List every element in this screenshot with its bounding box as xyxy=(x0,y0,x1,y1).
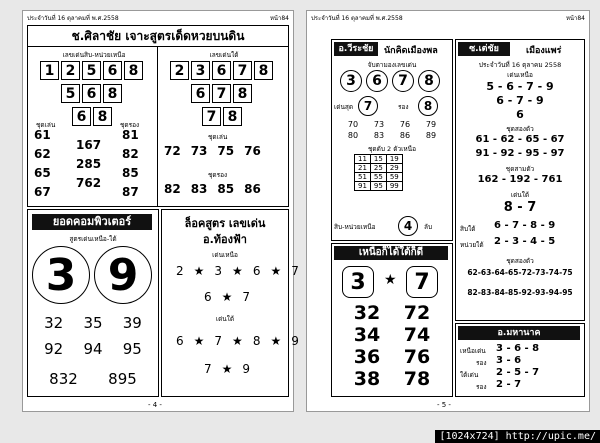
list-item: 62 xyxy=(34,147,51,161)
star-icon: ★ xyxy=(270,334,282,348)
grid-number: 80 xyxy=(347,131,359,140)
computer-subtitle: สูตรเด่นเหนือ-ใต้ xyxy=(69,235,117,243)
mahanak-label: รอง xyxy=(476,359,487,367)
mahanak-value: 3 - 6 xyxy=(496,355,522,366)
digit: 8 xyxy=(252,334,261,348)
south-pair xyxy=(204,362,250,376)
shila-list-a xyxy=(34,126,51,202)
shila-list-b xyxy=(76,136,101,193)
digit-cell: 6 xyxy=(103,61,122,80)
computer-title: ยอดคอมพิวเตอร์ xyxy=(32,214,152,230)
weerachai-circles xyxy=(340,70,440,92)
digit: 6 xyxy=(204,290,212,304)
table-cell: 25 xyxy=(370,164,386,173)
weerachai-subtitle: จับตามองเลขเด่น xyxy=(367,61,417,69)
grid-number: 34 xyxy=(353,324,381,346)
shila-right-cap-b: ชุดรอง xyxy=(208,171,228,179)
digit: 9 xyxy=(291,334,299,348)
weerachai-sib-digit: 4 xyxy=(398,216,418,236)
grid-number: 89 xyxy=(425,131,437,140)
weerachai-section xyxy=(331,39,453,241)
weerachai-grid xyxy=(340,120,444,140)
digit-circle: 8 xyxy=(418,70,440,92)
grid-number: 73 xyxy=(373,120,385,129)
shila-right-row-b xyxy=(164,182,261,196)
table-cell: 21 xyxy=(355,164,371,173)
digit-cell: 8 xyxy=(233,84,252,103)
north-row xyxy=(176,264,299,278)
grid-number: 92 xyxy=(44,340,64,358)
weerachai-title: อ.วีระชัย xyxy=(334,42,378,56)
list-item: 72 xyxy=(164,144,181,158)
grid-number: 95 xyxy=(122,340,142,358)
weerachai-sib-label: สิบ-หน่วยเหนือ xyxy=(334,223,376,231)
digit-cell: 6 xyxy=(212,61,231,80)
digit-circle: 7 xyxy=(392,70,414,92)
list-item: 81 xyxy=(122,128,139,142)
digit-cell: 8 xyxy=(124,61,143,80)
techai-row2: 6 - 7 - 9 xyxy=(496,94,544,107)
star-icon: ★ xyxy=(221,362,233,376)
techai-south-label: เด่นใต้ xyxy=(510,191,530,199)
digit-cell: 5 xyxy=(61,84,80,103)
shila-list-c xyxy=(122,126,139,202)
north-south-numbers xyxy=(342,302,442,390)
digit: 6 xyxy=(252,264,261,278)
techai-nuai-label: หน่วยใต้ xyxy=(460,241,484,249)
mahanak-value: 2 - 5 - 7 xyxy=(496,367,540,378)
grid-number: 74 xyxy=(403,324,431,346)
star-icon: ★ xyxy=(270,264,282,278)
shila-right-label: เลขเด่นใต้ xyxy=(209,51,239,59)
computer-grid-triples xyxy=(34,370,152,388)
table-row xyxy=(355,164,403,173)
list-item: 762 xyxy=(76,176,102,190)
list-item: 83 xyxy=(190,182,208,196)
techai-lead: เด่นเหนือ xyxy=(507,71,533,79)
digit: 6 xyxy=(176,334,184,348)
digit-cell: 2 xyxy=(61,61,80,80)
digit-cell: 2 xyxy=(170,61,189,80)
north-south-banner: เหนือก็ได้ใต้ก็ดี xyxy=(334,246,448,260)
digit-circle: 3 xyxy=(340,70,362,92)
grid-number: 76 xyxy=(403,346,431,368)
list-item: 167 xyxy=(76,138,102,152)
digit-cell: 7 xyxy=(233,61,252,80)
list-item: 82 xyxy=(122,147,139,161)
big-digit-circle: 3 xyxy=(32,246,90,304)
shila-divider xyxy=(157,46,158,206)
grid-number: 86 xyxy=(399,131,411,140)
techai-title2: เมืองแพร่ xyxy=(526,46,562,56)
shila-left-row2 xyxy=(72,107,112,126)
shila-section xyxy=(27,25,289,207)
digit-cell: 5 xyxy=(82,61,101,80)
left-page xyxy=(22,10,299,412)
pair-digit: 3 xyxy=(342,266,374,298)
grid-number: 78 xyxy=(403,368,431,390)
digit: 7 xyxy=(214,334,223,348)
weerachai-lap: ลับ xyxy=(424,223,433,231)
grid-number: 39 xyxy=(122,314,142,332)
digit-cell: 6 xyxy=(191,84,210,103)
weerachai-rong: รอง xyxy=(398,103,409,111)
table-cell: 15 xyxy=(370,155,386,164)
left-page-label: หน้า84 xyxy=(269,15,289,22)
techai-header: ประจำวันที่ 16 ตุลาคม 2558 xyxy=(478,61,562,69)
list-item: 85 xyxy=(217,182,235,196)
list-item: 76 xyxy=(244,144,261,158)
right-header xyxy=(311,13,585,23)
star-icon: ★ xyxy=(384,272,397,288)
digit-cell: 7 xyxy=(212,84,231,103)
digit: 2 xyxy=(176,264,184,278)
table-cell: 91 xyxy=(355,182,371,191)
table-cell: 11 xyxy=(355,155,371,164)
techai-row7: 8 - 7 xyxy=(503,200,537,215)
pair-digit: 7 xyxy=(406,266,438,298)
table-cell: 99 xyxy=(386,182,402,191)
shila-right-row3 xyxy=(191,84,252,103)
techai-title: ซ.เต่ชัย xyxy=(458,42,510,56)
table-cell: 51 xyxy=(355,173,371,182)
digit-cell: 8 xyxy=(254,61,273,80)
shila-left-row3 xyxy=(61,84,122,103)
digit: 9 xyxy=(242,362,251,376)
shila-left-row5 xyxy=(40,61,143,80)
weerachai-rong-digit: 8 xyxy=(418,96,438,116)
shila-right-cap-a: ชุดเล่น xyxy=(208,133,228,141)
table-cell: 95 xyxy=(370,182,386,191)
grid-number: 70 xyxy=(347,120,359,129)
digit-circle: 6 xyxy=(366,70,388,92)
table-cell: 59 xyxy=(386,173,402,182)
north-label: เด่นเหนือ xyxy=(212,251,238,259)
techai-set-label: ชุดสองตัว xyxy=(506,257,534,265)
grid-number: 79 xyxy=(425,120,437,129)
grid-number: 895 xyxy=(108,370,137,388)
grid-number: 32 xyxy=(353,302,381,324)
grid-number: 83 xyxy=(373,131,385,140)
left-footer: - 4 - xyxy=(148,401,162,409)
mahanak-title: อ.มหานาค xyxy=(458,326,580,340)
weerachai-title2: นักคิดเมืองพล xyxy=(384,46,438,56)
star-icon: ★ xyxy=(232,264,243,278)
shila-left-cap-b: ชุดรอง xyxy=(120,121,140,129)
star-icon: ★ xyxy=(232,334,243,348)
list-item: 87 xyxy=(122,185,139,199)
techai-two-label: ชุดสองตัว xyxy=(506,125,534,133)
star-icon: ★ xyxy=(193,334,205,348)
techai-row11: 82-83-84-85-92-93-94-95 xyxy=(467,288,573,297)
table-cell: 29 xyxy=(386,164,402,173)
shila-left-cap-a: ชุดเล่น xyxy=(36,121,56,129)
list-item: 75 xyxy=(217,144,235,158)
digit-cell: 8 xyxy=(103,84,122,103)
list-item: 82 xyxy=(164,182,181,196)
mahanak-label: ใต้เด่น xyxy=(460,371,479,379)
formula-title: ล็อคสูตร เลขเด่น xyxy=(184,217,266,230)
techai-row10: 62-63-64-65-72-73-74-75 xyxy=(467,268,573,277)
digit-cell: 6 xyxy=(82,84,101,103)
list-item: 285 xyxy=(76,157,102,171)
shila-right-row2 xyxy=(202,107,242,126)
weerachai-main-digit: 7 xyxy=(358,96,378,116)
shila-right-row5 xyxy=(170,61,273,80)
table-row xyxy=(355,173,403,182)
digit-cell: 6 xyxy=(72,107,91,126)
weerachai-lead: เด่นสุด xyxy=(334,103,354,111)
north-pair xyxy=(204,290,250,304)
techai-row3: 6 xyxy=(516,108,524,121)
grid-number: 36 xyxy=(353,346,381,368)
techai-row6: 162 - 192 - 761 xyxy=(477,174,563,185)
digit-cell: 3 xyxy=(191,61,210,80)
digit-cell: 1 xyxy=(40,61,59,80)
digit: 7 xyxy=(242,290,251,304)
grid-number: 76 xyxy=(399,120,411,129)
table-cell: 55 xyxy=(370,173,386,182)
techai-row4: 61 - 62 - 65 - 67 xyxy=(475,134,565,145)
digit: 7 xyxy=(291,264,299,278)
south-label: เด่นใต้ xyxy=(215,315,235,323)
south-row xyxy=(176,334,299,348)
shila-left-label: เลขเด่นสิบ-หน่วยเหนือ xyxy=(62,51,126,59)
north-south-section xyxy=(331,243,453,397)
left-header-date: ประจำวันที่ 16 ตุลาคมที่ พ.ศ.2558 xyxy=(27,15,119,22)
formula-author: อ.ท้องฟ้า xyxy=(203,233,247,246)
digit-cell: 8 xyxy=(223,107,242,126)
mahanak-value: 3 - 6 - 8 xyxy=(496,343,540,354)
techai-row8: 6 - 7 - 8 - 9 xyxy=(494,220,556,231)
grid-number: 94 xyxy=(83,340,103,358)
grid-number: 32 xyxy=(44,314,64,332)
list-item: 73 xyxy=(190,144,208,158)
right-footer: - 5 - xyxy=(437,401,451,409)
watermark: [1024x724] http://upic.me/ xyxy=(435,430,600,443)
digit-cell: 8 xyxy=(93,107,112,126)
list-item: 85 xyxy=(122,166,139,180)
formula-section xyxy=(161,209,299,397)
digit: 3 xyxy=(214,264,223,278)
mahanak-label: รอง xyxy=(476,383,487,391)
table-row xyxy=(355,182,403,191)
star-icon: ★ xyxy=(221,290,233,304)
computer-grid xyxy=(34,314,152,358)
right-page-label: หน้า84 xyxy=(565,15,585,22)
digit: 7 xyxy=(204,362,212,376)
grid-number: 832 xyxy=(49,370,78,388)
techai-row1: 5 - 6 - 7 - 9 xyxy=(486,80,554,93)
right-page xyxy=(306,10,590,412)
grid-number: 72 xyxy=(403,302,431,324)
table-row xyxy=(355,155,403,164)
shila-title: ช.ศิลาชัย เจาะสูตรเด็ดหวยบนดิน xyxy=(28,26,288,47)
digit-cell: 7 xyxy=(202,107,221,126)
grid-number: 38 xyxy=(353,368,381,390)
star-icon: ★ xyxy=(193,264,205,278)
techai-section xyxy=(455,39,585,321)
mahanak-section xyxy=(455,323,585,397)
list-item: 86 xyxy=(244,182,261,196)
computer-section xyxy=(27,209,159,397)
right-header-date: ประจำวันที่ 16 ตุลาคมที่ พ.ศ.2558 xyxy=(311,15,403,22)
grid-number: 35 xyxy=(83,314,103,332)
techai-sib-label: สิบใต้ xyxy=(460,225,476,233)
list-item: 67 xyxy=(34,185,51,199)
mahanak-value: 2 - 7 xyxy=(496,379,522,390)
mahanak-label: เหนือเด่น xyxy=(460,347,486,355)
weerachai-set-label: ชุดดับ 2 ตัวเหนือ xyxy=(368,145,416,153)
shila-right-row-a xyxy=(164,144,261,158)
techai-row5: 91 - 92 - 95 - 97 xyxy=(475,148,565,159)
left-header xyxy=(27,13,289,23)
techai-three-label: ชุดสามตัว xyxy=(505,165,535,173)
table-cell: 19 xyxy=(386,155,402,164)
techai-row9: 2 - 3 - 4 - 5 xyxy=(494,236,556,247)
list-item: 61 xyxy=(34,128,51,142)
weerachai-table xyxy=(354,154,403,191)
big-digit-circle: 9 xyxy=(94,246,152,304)
list-item: 65 xyxy=(34,166,51,180)
